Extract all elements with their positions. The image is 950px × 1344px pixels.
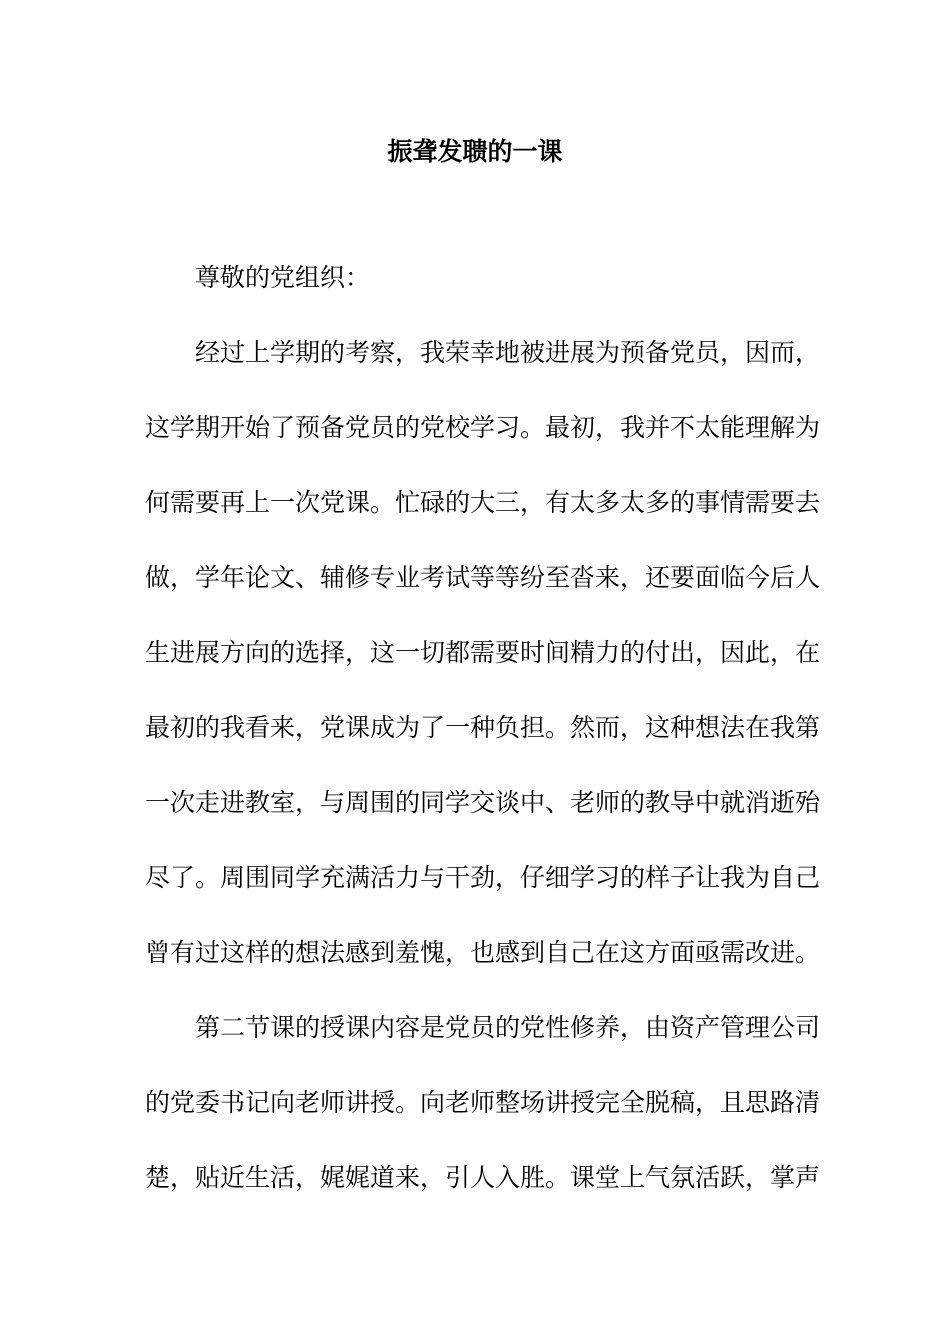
paragraph-line: 最初的我看来，党课成为了一种负担。然而，这种想法在我第 (145, 713, 821, 742)
paragraph-line: 第二节课的授课内容是党员的党性修养，由资产管理公司 (195, 1013, 821, 1042)
paragraph-line: 经过上学期的考察，我荣幸地被进展为预备党员，因而， (195, 338, 821, 367)
paragraph-line: 做，学年论文、辅修专业考试等等纷至沓来，还要面临今后人 (145, 563, 821, 592)
paragraph-line: 这学期开始了预备党员的党校学习。最初，我并不太能理解为 (145, 413, 821, 442)
paragraph-line: 楚，贴近生活，娓娓道来，引人入胜。课堂上气氛活跃，掌声 (145, 1163, 821, 1192)
paragraph-line: 曾有过这样的想法感到羞愧，也感到自己在这方面亟需改进。 (145, 938, 821, 967)
paragraph-line: 一次走进教室，与周围的同学交谈中、老师的教导中就消逝殆 (145, 788, 821, 817)
salutation: 尊敬的党组织： (195, 263, 371, 292)
paragraph-line: 尽了。周围同学充满活力与干劲，仔细学习的样子让我为自己 (145, 863, 821, 892)
document-title: 振聋发聩的一课 (387, 137, 563, 166)
paragraph-line: 的党委书记向老师讲授。向老师整场讲授完全脱稿，且思路清 (145, 1088, 821, 1117)
paragraph-line: 生进展方向的选择，这一切都需要时间精力的付出，因此，在 (145, 638, 821, 667)
paragraph-line: 何需要再上一次党课。忙碌的大三，有太多太多的事情需要去 (145, 488, 821, 517)
